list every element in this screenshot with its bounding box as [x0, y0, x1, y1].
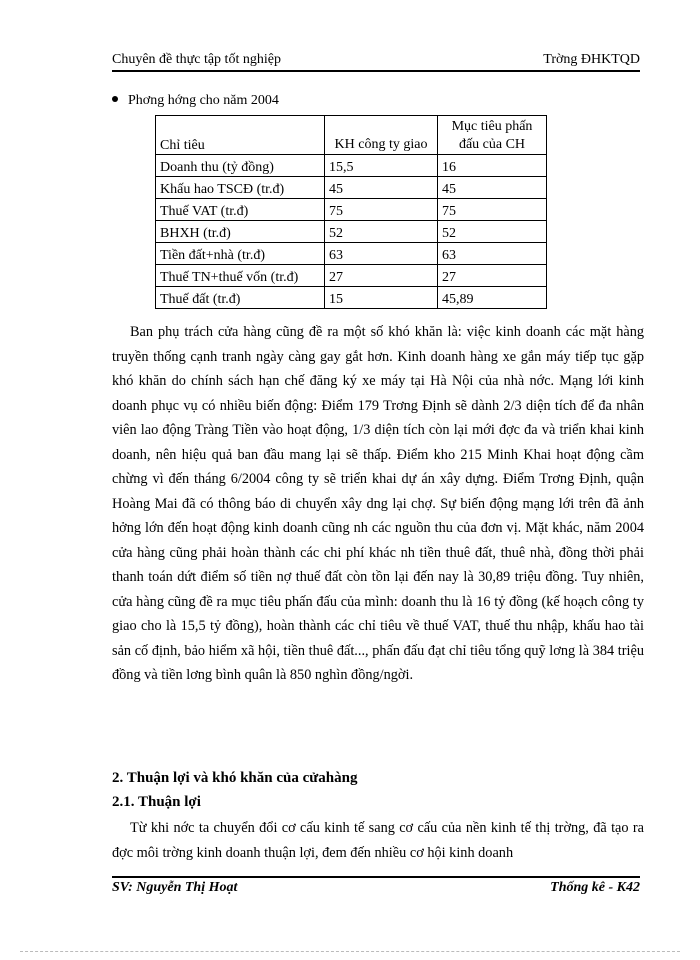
table-cell: Thuế TN+thuế vốn (tr.đ) [156, 265, 325, 287]
table-cell: 52 [325, 221, 438, 243]
table-cell: 15 [325, 287, 438, 309]
table-cell: 16 [438, 155, 547, 177]
table-row [156, 199, 547, 221]
subsection-heading: 2.1. Thuận lợi [112, 794, 201, 810]
page-break-line [20, 951, 680, 952]
header-school: Trờng ĐHKTQD [543, 52, 640, 67]
table-cell: 15,5 [325, 155, 438, 177]
table-cell: 45,89 [438, 287, 547, 309]
table-row [156, 221, 547, 243]
table-cell: 45 [325, 177, 438, 199]
table-cell: 75 [325, 199, 438, 221]
body-paragraph-advantages: Từ khi nớc ta chuyển đổi cơ cấu kinh tế sang cơ cấu của nền kinh tế thị trờng, đã tạo ra đợc môi trờng kinh doanh thuận lợi, đem đến nhiều cơ hội kinh doanh [112, 820, 644, 861]
header-title: Chuyên đề thực tập tốt nghiệp [112, 52, 281, 67]
table-cell: 63 [325, 243, 438, 265]
table-cell: Khấu hao TSCĐ (tr.đ) [156, 177, 325, 199]
table-cell: 63 [438, 243, 547, 265]
table-header-cell: Mục tiêu phấn đấu của CH [438, 116, 547, 155]
footer-class: Thống kê - K42 [550, 880, 640, 895]
table-cell: Thuế đất (tr.đ) [156, 287, 325, 309]
table-cell: 27 [438, 265, 547, 287]
table-row [156, 287, 547, 309]
body-paragraph-difficulties: Ban phụ trách cửa hàng cũng đề ra một số khó khăn là: việc kinh doanh các mặt hàng truyền thống cạnh tranh ngày càng gay gắt hơn. Kinh doanh hàng xe gắn máy tiếp tục gặp khó khăn do chính sách hạn chế đăng ký xe máy tại Hà Nội của nhà nớc. Mạng lới kinh doanh phục vụ có nhiều biến động: Điểm 179 Trơng Định sẽ dành 2/3 diện tích để đa nhân viên lao động Tràng Tiền vào hoạt động, 1/3 diện tích còn lại mới đợc đa và triển khai kinh doanh, nên hiệu quả ban đầu mang lại sẽ thấp. Điểm kho 215 Minh Khai hoạt động cầm chừng vì đến tháng 6/2004 công ty sẽ triển khai dự án xây dựng. Điểm Trơng Định, quận Hoàng Mai đã có thông báo di chuyển xây dng lại chợ. Sự biến động mạng lới trên đã ảnh hởng lớn đến hoạt động kinh doanh cũng nh các nguồn thu của đơn vị. Mặt khác, năm 2004 cửa hàng cũng phải hoàn thành các chi phí khác nh tiền thuê đất, thuê nhà, đồng thời phải thanh toán dứt điểm số tiền nợ thuế đất còn tồn lại đến nay là 30,89 triệu đồng. Tuy nhiên, cửa hàng cũng đề ra mục tiêu phấn đấu của mình: doanh thu là 16 tỷ đồng (kế hoạch công ty giao cho là 15,5 tỷ đồng), hoàn thành các chỉ tiêu về thuế VAT, thuế thu nhập, khấu hao tài sản cố định, bảo hiểm xã hội, tiền thuê đất..., phấn đấu đạt chỉ tiêu tổng quỹ lơng là 384 triệu đồng và tiền lơng bình quân là 850 nghìn đồng/ngời. [112, 324, 644, 683]
table-cell: 75 [438, 199, 547, 221]
bullet-heading [112, 93, 279, 109]
page-footer [112, 876, 640, 898]
table-row [156, 265, 547, 287]
table-header-row [156, 116, 547, 155]
table-row [156, 177, 547, 199]
table-row [156, 155, 547, 177]
table-cell: BHXH (tr.đ) [156, 221, 325, 243]
table-cell: Doanh thu (tỷ đồng) [156, 155, 325, 177]
bullet-icon [112, 96, 118, 102]
table-cell: 52 [438, 221, 547, 243]
table-row [156, 243, 547, 265]
section-heading: 2. Thuận lợi và khó khăn của cửahàng [112, 770, 358, 786]
page-header [112, 52, 640, 72]
table-cell: 27 [325, 265, 438, 287]
table-cell: Tiền đất+nhà (tr.đ) [156, 243, 325, 265]
table-cell: Thuế VAT (tr.đ) [156, 199, 325, 221]
bullet-text: Phơng hớng cho năm 2004 [128, 93, 279, 108]
table-cell: 45 [438, 177, 547, 199]
table-header-cell: KH công ty giao [325, 116, 438, 155]
table-header-cell: Chỉ tiêu [156, 116, 325, 155]
footer-author: SV: Nguyễn Thị Hoạt [112, 880, 238, 895]
plan-table [155, 115, 547, 309]
